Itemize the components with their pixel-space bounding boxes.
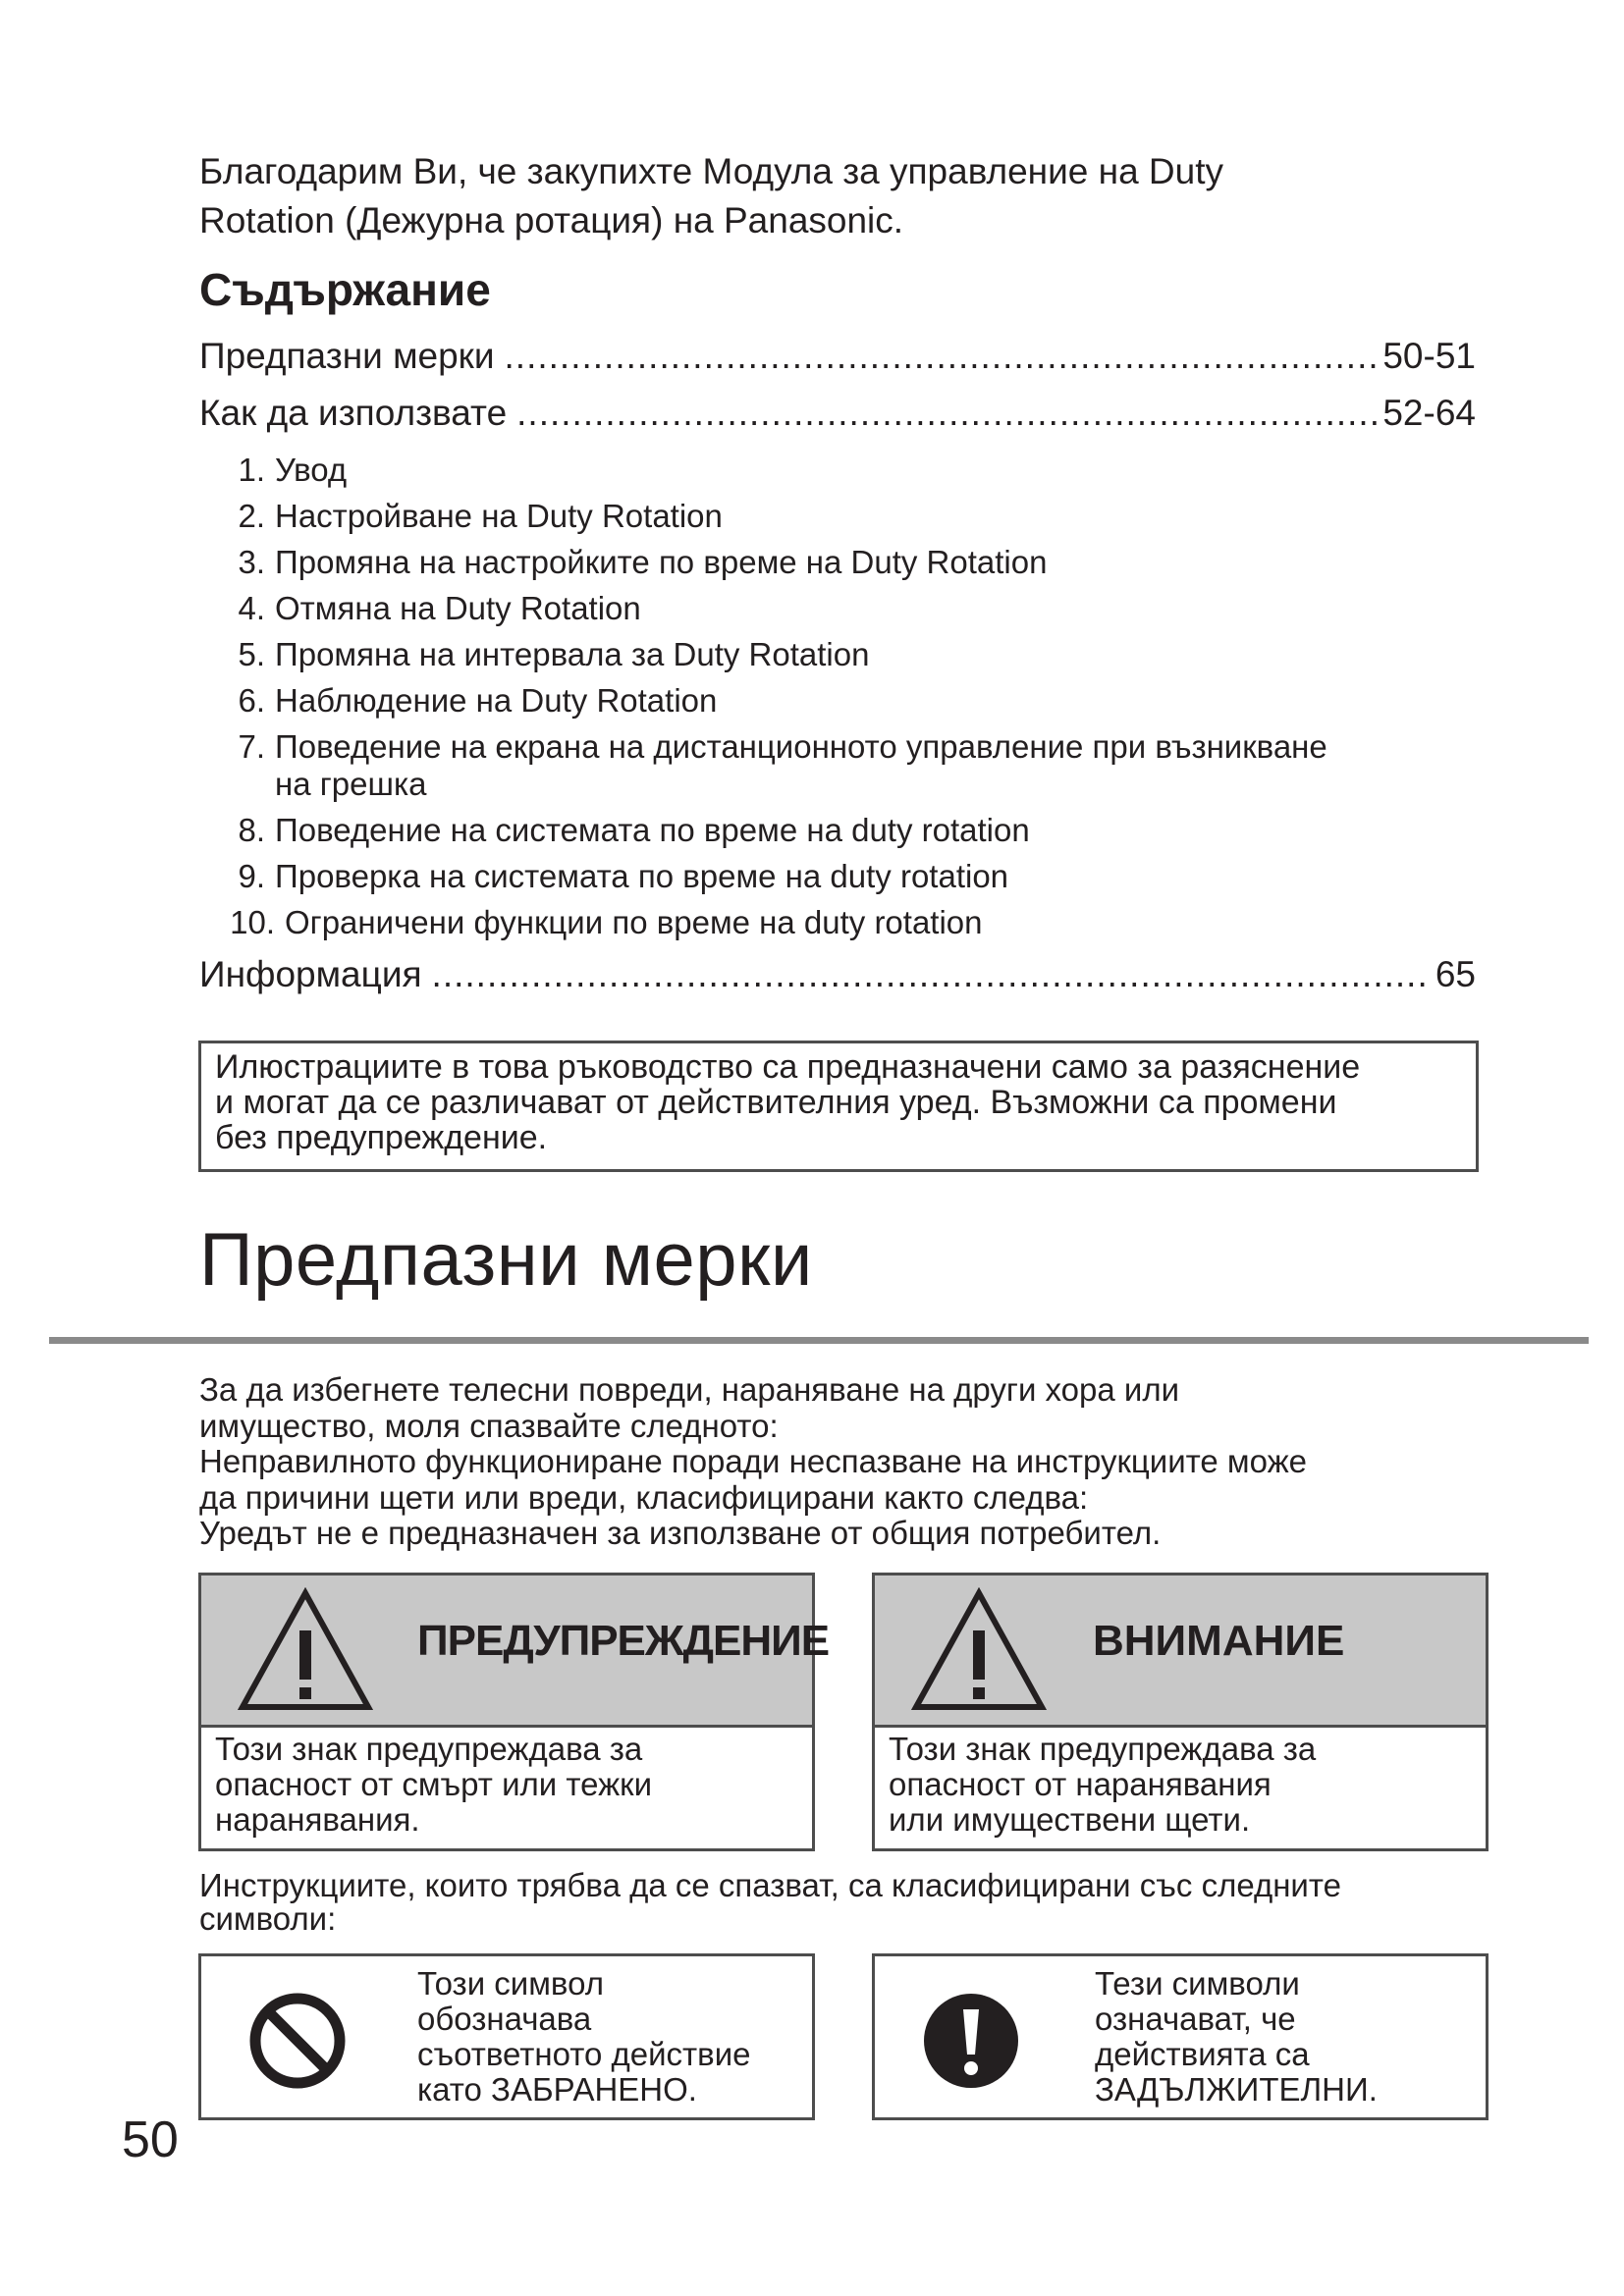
toc-subitem-text: Отмяна на Duty Rotation <box>275 590 641 626</box>
toc-subitem-text: Промяна на интервала за Duty Rotation <box>275 636 870 672</box>
mandatory-icon <box>922 1992 1020 2090</box>
prohibited-line: Този символ <box>417 1965 604 2002</box>
body-line: За да избегнете телесни повреди, нараняване на други хора или <box>199 1371 1180 1408</box>
mandatory-line: ЗАДЪЛЖИТЕЛНИ. <box>1095 2071 1378 2108</box>
instr-line: Инструкциите, които трябва да се спазват, са класифицирани със следните <box>199 1867 1341 1903</box>
toc-subitem <box>224 858 1461 895</box>
prohibited-line: съответното действие <box>417 2036 751 2072</box>
note-line: без предупреждение. <box>215 1119 548 1156</box>
toc-subitem-number: 10. <box>230 904 275 940</box>
toc-subitem-text: Наблюдение на Duty Rotation <box>275 682 718 719</box>
toc-subitem-text: Поведение на системата по време на duty rotation <box>275 812 1030 848</box>
mandatory-symbol-box <box>872 1953 1489 2120</box>
toc-subitem-text: Ограничени функции по време на duty rotation <box>285 904 983 940</box>
warning-triangle-icon <box>237 1587 374 1713</box>
toc-subitem-text: Увод <box>275 452 348 488</box>
toc-subitem <box>224 498 1461 535</box>
intro-line: Благодарим Ви, че закупихте Модула за управление на Duty <box>199 151 1224 191</box>
page-number: 50 <box>122 2111 179 2168</box>
toc-subitem <box>224 812 1461 849</box>
toc-entry-pages: 52-64 <box>1382 393 1476 433</box>
note-line: Илюстрациите в това ръководство са предназначени само за разяснение <box>215 1048 1361 1086</box>
warning-line: Този знак предупреждава за <box>215 1731 643 1767</box>
intro-line: Rotation (Дежурна ротация) на Panasonic. <box>199 200 904 240</box>
caution-line: Този знак предупреждава за <box>889 1731 1317 1767</box>
caution-label: ВНИМАНИЕ <box>1093 1617 1345 1665</box>
toc-subitem-text-line: Поведение на екрана на дистанционното управление при възникване <box>275 728 1327 765</box>
toc-subitem-text: Проверка на системата по време на duty rotation <box>275 858 1009 894</box>
prohibited-symbol-box <box>198 1953 815 2120</box>
toc-dot-leader <box>432 954 1432 995</box>
toc-dot-leader <box>516 393 1379 434</box>
prohibited-line: като ЗАБРАНЕНО. <box>417 2071 697 2108</box>
note-line: и могат да се различават от действителния уред. Възможни са промени <box>215 1084 1337 1121</box>
toc-subitem-number: 9. <box>238 858 265 894</box>
toc-entry <box>199 336 1476 391</box>
section-divider <box>49 1337 1589 1344</box>
toc-subitem-text <box>275 728 1327 803</box>
intro-text <box>199 147 1476 245</box>
prohibited-description <box>417 1966 751 2108</box>
body-line: Неправилното функциониране поради неспазване на инструкциите може <box>199 1443 1308 1479</box>
warning-line: опасност от смърт или тежки <box>215 1766 653 1802</box>
toc-subitem <box>224 728 1461 803</box>
warning-box <box>198 1573 830 1851</box>
warning-line: наранявания. <box>215 1801 420 1838</box>
warning-label: ПРЕДУПРЕЖДЕНИЕ <box>417 1617 830 1665</box>
toc-entry-label: Информация <box>199 954 422 994</box>
caution-line: или имуществени щети. <box>889 1801 1251 1838</box>
toc-entry-pages: 50-51 <box>1382 336 1476 376</box>
toc-subitem-number: 8. <box>238 812 265 848</box>
prohibited-icon <box>248 1992 347 2090</box>
mandatory-description <box>1095 1966 1378 2108</box>
toc-subitem-number: 5. <box>238 636 265 672</box>
precautions-intro <box>199 1372 1495 1552</box>
toc-subitem <box>224 636 1461 673</box>
toc-entry <box>199 393 1476 448</box>
body-line: Уредът не е предназначен за използване от общия потребител. <box>199 1515 1162 1551</box>
illustration-note-box <box>198 1041 1479 1172</box>
toc-entry-label: Как да използвате <box>199 393 508 433</box>
toc-subitems <box>224 452 1461 950</box>
toc-subitem-number: 6. <box>238 682 265 719</box>
toc-subitem-text: Промяна на настройките по време на Duty Rotation <box>275 544 1048 580</box>
caution-description <box>875 1728 1486 1842</box>
body-line: да причини щети или вреди, класифицирани както следва: <box>199 1478 1089 1516</box>
toc-entry <box>199 954 1476 1009</box>
body-line: имущество, моля спазвайте следното: <box>199 1407 779 1444</box>
toc-subitem-number: 7. <box>238 728 265 765</box>
toc-subitem <box>224 904 1461 941</box>
toc-entry-pages: 65 <box>1435 954 1476 994</box>
mandatory-line: Тези символи <box>1095 1965 1300 2002</box>
symbols-intro <box>199 1869 1495 1936</box>
caution-triangle-icon <box>910 1587 1048 1713</box>
toc-entry-label: Предпазни мерки <box>199 336 495 376</box>
instr-line: символи: <box>199 1900 337 1937</box>
toc-subitem-number: 1. <box>238 452 265 488</box>
toc-subitem <box>224 590 1461 627</box>
toc-subitem-number: 3. <box>238 544 265 580</box>
toc-subitem <box>224 544 1461 581</box>
mandatory-line: означават, че <box>1095 2001 1296 2037</box>
mandatory-line: действията са <box>1095 2036 1310 2072</box>
toc-subitem-number: 4. <box>238 590 265 626</box>
toc-subitem <box>224 682 1461 720</box>
warning-header <box>201 1575 830 1728</box>
caution-box <box>872 1573 1489 1851</box>
toc-subitem <box>224 452 1461 489</box>
toc-subitem-text: Настройване на Duty Rotation <box>275 498 723 534</box>
caution-line: опасност от наранявания <box>889 1766 1272 1802</box>
caution-header <box>875 1575 1486 1728</box>
contents-title: Съдържание <box>199 264 491 315</box>
section-title: Предпазни мерки <box>199 1218 813 1302</box>
warning-description <box>201 1728 812 1842</box>
toc-dot-leader <box>505 336 1380 377</box>
toc-subitem-text-line: на грешка <box>275 766 427 802</box>
toc-subitem-number: 2. <box>238 498 265 534</box>
prohibited-line: обозначава <box>417 2001 592 2037</box>
